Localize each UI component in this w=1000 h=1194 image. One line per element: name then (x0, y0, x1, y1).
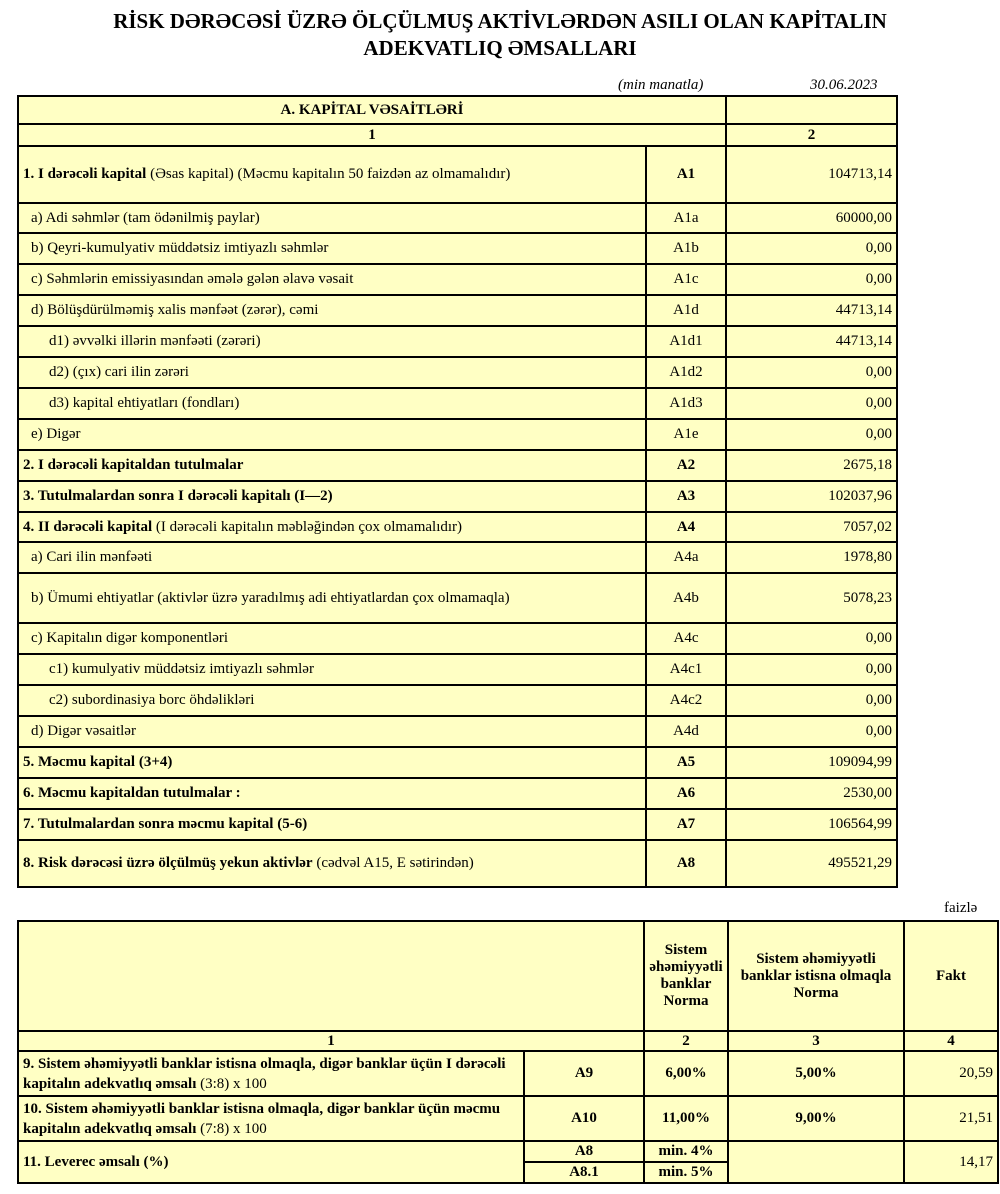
row-code: A1d2 (646, 357, 726, 388)
row-value: 0,00 (726, 419, 897, 450)
fakt-value: 21,51 (904, 1096, 998, 1141)
row-code: A4a (646, 542, 726, 573)
row-description: d2) (çıx) cari ilin zərəri (49, 364, 189, 380)
row-code: A4c2 (646, 685, 726, 716)
row-label: 6. Məcmu kapitaldan tutulmalar : (23, 785, 241, 801)
row-value: 5078,23 (726, 573, 897, 623)
table-row (18, 146, 897, 203)
row-value: 0,00 (726, 233, 897, 264)
page-subtitle: ADEKVATLIQ ƏMSALLARI (363, 36, 637, 60)
row-code: A1c (646, 264, 726, 295)
table-row (18, 716, 897, 747)
row-value: 2530,00 (726, 778, 897, 809)
row-code: A10 (524, 1096, 644, 1141)
table-row (18, 747, 897, 778)
row-code: A9 (524, 1051, 644, 1096)
norm-value: 11,00% (644, 1096, 728, 1141)
table-row (18, 512, 897, 542)
row-description: d) Digər vəsaitlər (31, 723, 136, 739)
row-description: c) Səhmlərin emissiyasından əmələ gələn əlavə vəsait (31, 271, 354, 287)
col-number: 1 (18, 1031, 644, 1051)
row-code: A1e (646, 419, 726, 450)
row-formula: (3:8) x 100 (196, 1075, 267, 1092)
table-row (18, 623, 897, 654)
header-sib-norm: Sistem əhəmiyyətli banklar Norma (644, 921, 728, 1031)
row-code: A6 (646, 778, 726, 809)
unit-label-2: faizlə (944, 900, 978, 916)
table-row (18, 542, 897, 573)
row-value: 109094,99 (726, 747, 897, 778)
row-description: a) Cari ilin mənfəəti (31, 549, 153, 565)
row-code: A1d (646, 295, 726, 326)
table-row (18, 1096, 998, 1141)
row-label: 5. Məcmu kapital (3+4) (23, 754, 173, 770)
table-row (18, 264, 897, 295)
report-date: 30.06.2023 (810, 77, 878, 93)
fakt-value: 14,17 (904, 1141, 998, 1183)
row-label: 4. II dərəcəli kapital (23, 518, 153, 535)
row-code: A7 (646, 809, 726, 840)
row-description: d3) kapital ehtiyatları (fondları) (49, 395, 240, 411)
row-label: 8. Risk dərəcəsi üzrə ölçülmüş yekun aktivlər (23, 855, 313, 871)
ratio-table (17, 920, 999, 1184)
row-description: c) Kapitalın digər komponentləri (31, 630, 229, 646)
row-value: 0,00 (726, 716, 897, 747)
table-row (18, 685, 897, 716)
row-code: A1 (646, 146, 726, 203)
row-value: 44713,14 (726, 295, 897, 326)
row-value: 0,00 (726, 357, 897, 388)
row-code: A4c1 (646, 654, 726, 685)
row-code: A8 (524, 1141, 644, 1162)
norm-value: 5,00% (728, 1051, 904, 1096)
table-row (18, 778, 897, 809)
table-row (18, 357, 897, 388)
row-value: 0,00 (726, 388, 897, 419)
row-label: 10. Sistem əhəmiyyətli banklar istisna olmaqla, digər banklar üçün məcmu kapitalın adekvatlıq əmsalı (23, 1100, 501, 1137)
row-description: b) Qeyri-kumulyativ müddətsiz imtiyazlı səhmlər (31, 240, 329, 256)
row-value: 60000,00 (726, 203, 897, 233)
row-description: (I dərəcəli kapitalın məbləğindən çox olmamalıdır) (152, 518, 463, 535)
row-label: 7. Tutulmalardan sonra məcmu kapital (5-6) (23, 816, 308, 832)
header-fakt: Fakt (904, 921, 998, 1031)
table-row (18, 450, 897, 481)
page-title: RİSK DƏRƏCƏSİ ÜZRƏ ÖLÇÜLMUŞ AKTİVLƏRDƏN ASILI OLAN KAPİTALIN (113, 9, 887, 33)
row-description: e) Digər (31, 426, 81, 442)
row-code: A1b (646, 233, 726, 264)
table-row (18, 654, 897, 685)
col-number: 3 (728, 1031, 904, 1051)
norm-value: min. 5% (644, 1162, 728, 1183)
norm-value: min. 4% (644, 1141, 728, 1162)
col-number: 2 (726, 124, 897, 146)
table-row (18, 809, 897, 840)
row-label: 1. I dərəcəli kapital (23, 166, 147, 182)
row-value: 102037,96 (726, 481, 897, 512)
col-number: 2 (644, 1031, 728, 1051)
row-code: A1a (646, 203, 726, 233)
row-label: 2. I dərəcəli kapitaldan tutulmalar (23, 457, 244, 473)
row-description: b) Ümumi ehtiyatlar (aktivlər üzrə yaradılmış adi ehtiyatlardan çox olmamaqla) (31, 589, 510, 606)
row-value: 106564,99 (726, 809, 897, 840)
row-code: A1d3 (646, 388, 726, 419)
row-code: A4 (646, 512, 726, 542)
row-code: A8 (646, 840, 726, 887)
table-row (18, 388, 897, 419)
row-label: 3. Tutulmalardan sonra I dərəcəli kapitalı (I—2) (23, 488, 333, 504)
row-code: A4d (646, 716, 726, 747)
table-row (18, 573, 897, 623)
table-row (18, 1051, 998, 1096)
capital-table (17, 95, 898, 888)
row-label: 9. Sistem əhəmiyyətli banklar istisna olmaqla, digər banklar üçün I dərəcəli kapitalın adekvatlıq əmsalı (23, 1055, 506, 1092)
col-number: 1 (18, 124, 726, 146)
row-code: A5 (646, 747, 726, 778)
norm-value: 9,00% (728, 1096, 904, 1141)
table-row (18, 840, 897, 887)
row-value: 2675,18 (726, 450, 897, 481)
norm-value: 6,00% (644, 1051, 728, 1096)
row-formula: (7:8) x 100 (196, 1120, 267, 1137)
row-description: (Əsas kapital) (Məcmu kapitalın 50 faizdən az olmamalıdır) (146, 166, 511, 182)
row-code: A1d1 (646, 326, 726, 357)
row-value: 44713,14 (726, 326, 897, 357)
row-description: d1) əvvəlki illərin mənfəəti (zərəri) (49, 333, 261, 349)
fakt-value: 20,59 (904, 1051, 998, 1096)
table-row (18, 326, 897, 357)
row-value: 104713,14 (726, 146, 897, 203)
unit-label: (min manatla) (618, 77, 704, 93)
row-value: 7057,02 (726, 512, 897, 542)
row-description: d) Bölüşdürülməmiş xalis mənfəət (zərər), cəmi (31, 302, 319, 318)
row-description: (cədvəl A15, E sətirindən) (312, 855, 474, 871)
row-value: 0,00 (726, 685, 897, 716)
row-value: 0,00 (726, 264, 897, 295)
header-other-norm: Sistem əhəmiyyətli banklar istisna olmaqla Norma (728, 921, 904, 1031)
row-code: A8.1 (524, 1162, 644, 1183)
row-code: A4c (646, 623, 726, 654)
row-value: 495521,29 (726, 840, 897, 887)
row-label: 11. Leverec əmsalı (%) (18, 1141, 524, 1183)
row-value: 0,00 (726, 654, 897, 685)
table-row (18, 295, 897, 326)
table-row (18, 481, 897, 512)
table-row (18, 1141, 998, 1162)
table-row (18, 419, 897, 450)
row-description: a) Adi səhmlər (tam ödənilmiş paylar) (31, 209, 260, 226)
table-row (18, 233, 897, 264)
row-code: A4b (646, 573, 726, 623)
row-description: c2) subordinasiya borc öhdəlikləri (49, 692, 255, 708)
col-number: 4 (904, 1031, 998, 1051)
row-code: A2 (646, 450, 726, 481)
section-header: A. KAPİTAL VƏSAİTLƏRİ (18, 96, 726, 124)
row-code: A3 (646, 481, 726, 512)
row-value: 0,00 (726, 623, 897, 654)
row-description: c1) kumulyativ müddətsiz imtiyazlı səhmlər (49, 661, 314, 677)
row-value: 1978,80 (726, 542, 897, 573)
table-row (18, 203, 897, 233)
